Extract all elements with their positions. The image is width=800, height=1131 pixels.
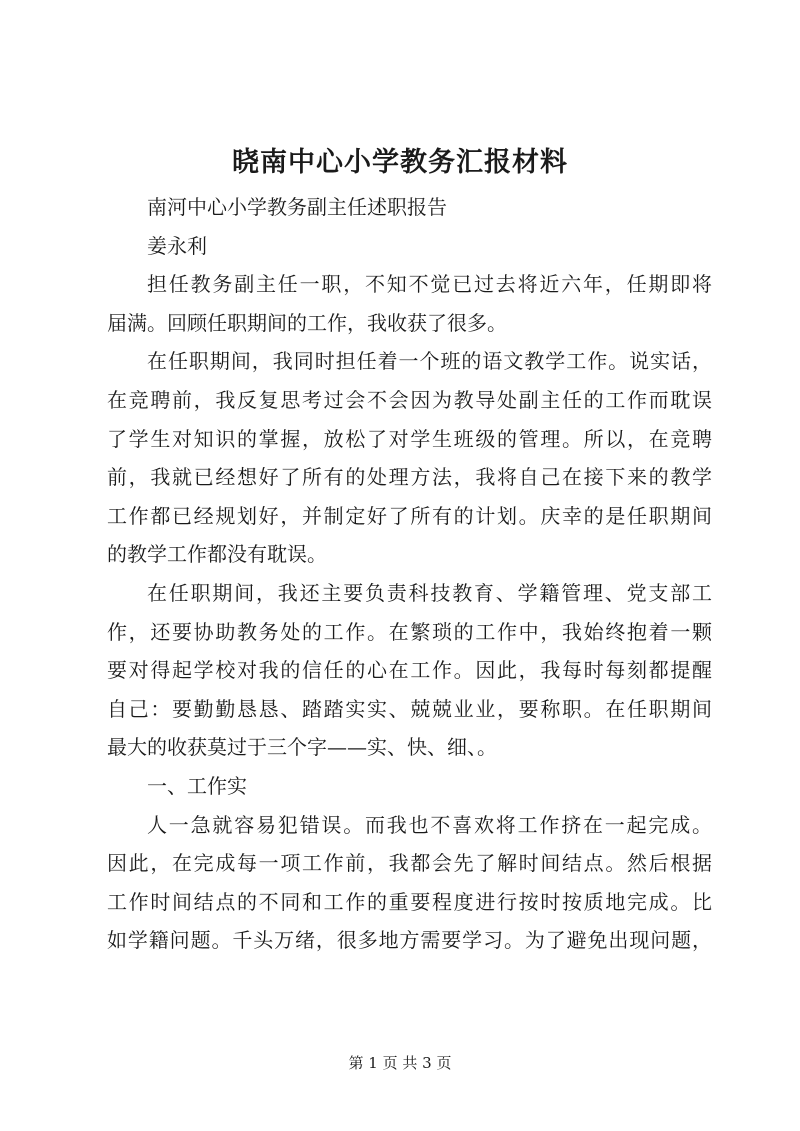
body-line: 在竞聘前，我反复思考过会不会因为教导处副主任的工作而耽误	[107, 387, 712, 412]
body-line: 届满。回顾任职期间的工作，我收获了很多。	[107, 310, 507, 335]
document-body	[107, 188, 712, 960]
body-line: 要对得起学校对我的信任的心在工作。因此，我每时每刻都提醒	[107, 658, 712, 683]
section-heading: 一、工作实	[147, 773, 247, 798]
body-line: 南河中心小学教务副主任述职报告	[147, 195, 447, 219]
body-line: 人一急就容易犯错误。而我也不喜欢将工作挤在一起完成。	[147, 812, 712, 837]
body-line: 因此，在完成每一项工作前，我都会先了解时间结点。然后根据	[107, 851, 712, 876]
body-line: 自己：要勤勤恳恳、踏踏实实、兢兢业业，要称职。在任职期间	[107, 696, 712, 721]
body-line: 姜永利	[147, 233, 207, 258]
page-footer: 第 1 页 共 3 页	[348, 1054, 452, 1072]
body-line: 在任职期间，我同时担任着一个班的语文教学工作。说实话，	[147, 349, 712, 374]
body-line: 了学生对知识的掌握，放松了对学生班级的管理。所以，在竞聘	[107, 426, 712, 451]
body-line: 如学籍问题。千头万绪，很多地方需要学习。为了避免出现问题，	[107, 928, 712, 953]
body-line: 在任职期间，我还主要负责科技教育、学籍管理、党支部工	[147, 580, 712, 605]
body-line: 工作都已经规划好，并制定好了所有的计划。庆幸的是任职期间	[107, 503, 712, 528]
body-line: 的教学工作都没有耽误。	[107, 542, 327, 567]
body-line: 作，还要协助教务处的工作。在繁琐的工作中，我始终抱着一颗	[107, 619, 712, 644]
document-title: 晓南中心小学教务汇报材料	[232, 147, 568, 178]
body-line: 前，我就已经想好了所有的处理方法，我将自己在接下来的教学	[107, 465, 712, 490]
body-line: 工作时间结点的不同和工作的重要程度进行按时按质地完成。比	[107, 889, 712, 914]
body-line: 担任教务副主任一职，不知不觉已过去将近六年，任期即将	[147, 272, 712, 297]
body-line: 最大的收获莫过于三个字——实、快、细、。	[107, 735, 497, 760]
